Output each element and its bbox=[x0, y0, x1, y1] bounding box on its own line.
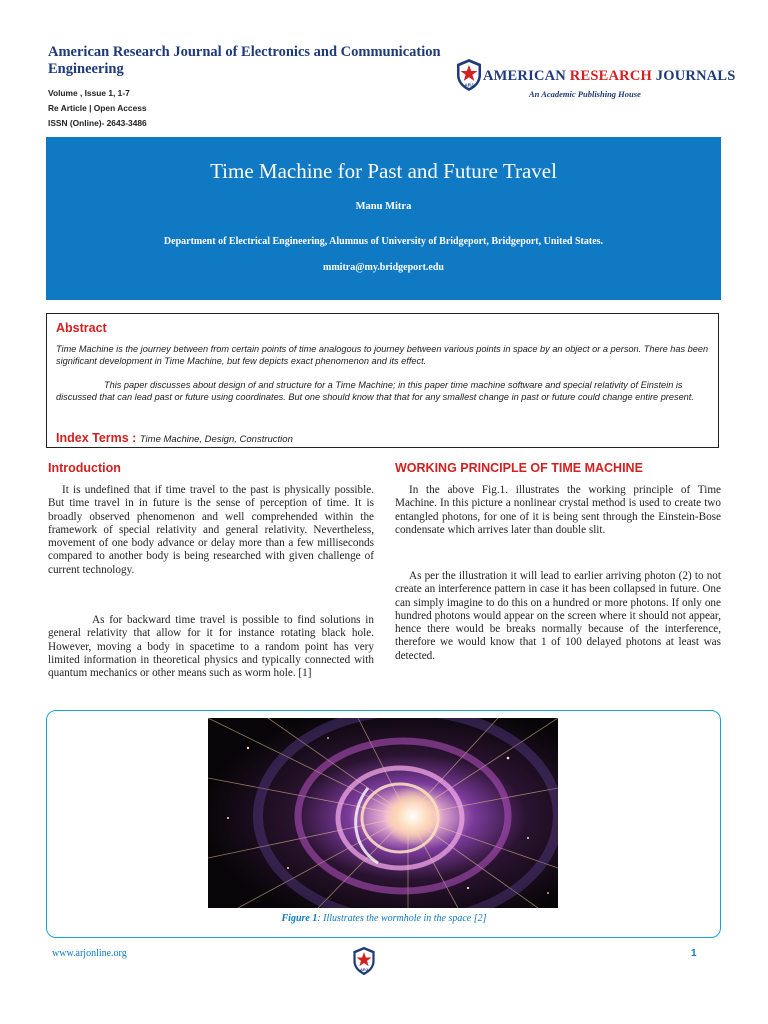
working-principle-paragraph-1: In the above Fig.1. illustrates the working principle of Time Machine. In this picture a nonlinear crystal method is used to create two entangled photons, for one of it is being sent through the Einstein-Bose condensate which arrives later than double slit. bbox=[395, 484, 721, 536]
abstract-paragraph-2: This paper discusses about design of and structure for a Time Machine; in this paper time machine software and special relativity of Einstein is discussed that can lead past or future using coordinates. But one should know that that for any smallest change in past or future could change entire present. bbox=[56, 380, 694, 402]
author-affiliation: Department of Electrical Engineering, Alumnus of University of Bridgeport, Bridgeport, United States. bbox=[163, 236, 604, 247]
introduction-heading: Introduction bbox=[48, 461, 121, 475]
author-email[interactable]: mmitra@my.bridgeport.edu bbox=[323, 262, 444, 273]
page-number: 1 bbox=[691, 948, 697, 959]
abstract-heading: Abstract bbox=[56, 321, 107, 335]
publisher-logo bbox=[455, 58, 736, 102]
publisher-tagline: An Academic Publishing House bbox=[529, 89, 641, 99]
abstract-box bbox=[46, 313, 719, 448]
index-terms bbox=[56, 429, 293, 447]
introduction-paragraph-2: As for backward time travel is possible to find solutions in general relativity that allow for it for instance rotating black hole. However, moving a body in spacetime to a random point has very limited information in theoretical physics and typically connected with quantum mechanics or other means such as worm hole. [1] bbox=[48, 614, 374, 680]
introduction-paragraph-1: It is undefined that if time travel to the past is physically possible. But time travel in in future is the sense of perception of time. It is broadly observed phenomenon and well comprehended within the framework of special relativity and general relativity. Nevertheless, movement of one body advance or delay more than a few milliseconds compared to another body is being researched with given challenge of current technology. bbox=[48, 484, 374, 576]
abstract-paragraph-1: Time Machine is the journey between from certain points of time analogous to journey between various points in space by an object or a person. There has been significant development in Time Machine, but few depicts exact phenomenon and its effect. bbox=[56, 344, 709, 366]
article-type: Re Article | Open Access bbox=[48, 103, 147, 113]
svg-text:ARJ: ARJ bbox=[464, 82, 474, 88]
working-principle-heading: WORKING PRINCIPLE OF TIME MACHINE bbox=[395, 461, 643, 475]
shield-star-icon bbox=[455, 58, 483, 92]
footer-url[interactable]: www.arjonline.org bbox=[52, 948, 127, 959]
paper-title: Time Machine for Past and Future Travel bbox=[210, 159, 557, 183]
journal-title: American Research Journal of Electronics and Communication Engineering bbox=[48, 44, 441, 77]
working-principle-paragraph-2: As per the illustration it will lead to earlier arriving photon (2) to not create an interference pattern in case it has been collapsed in future. One can simply imagine to do this on a hundred or more photons. If only one hundred photons would appear on the screen where it should not appear, hence there would be breaks normally because of the interference, therefore we would know that 1 of 100 delayed photons at least was detected. bbox=[395, 570, 721, 662]
index-terms-label: Index Terms : bbox=[56, 431, 140, 445]
figure-caption: Figure 1: Illustrates the wormhole in the space [2] bbox=[281, 913, 487, 924]
wormhole-image bbox=[208, 718, 558, 908]
shield-star-icon bbox=[350, 946, 378, 976]
author-name: Manu Mitra bbox=[355, 201, 412, 212]
title-banner bbox=[46, 137, 721, 300]
publisher-name: AMERICAN RESEARCH JOURNALS bbox=[483, 68, 736, 84]
issn: ISSN (Online)- 2643-3486 bbox=[48, 118, 147, 128]
index-terms-value: Time Machine, Design, Construction bbox=[139, 434, 293, 445]
footer-logo bbox=[350, 946, 378, 976]
volume-line: Volume , Issue 1, 1-7 bbox=[48, 88, 130, 98]
svg-text:ARJ: ARJ bbox=[360, 967, 368, 973]
